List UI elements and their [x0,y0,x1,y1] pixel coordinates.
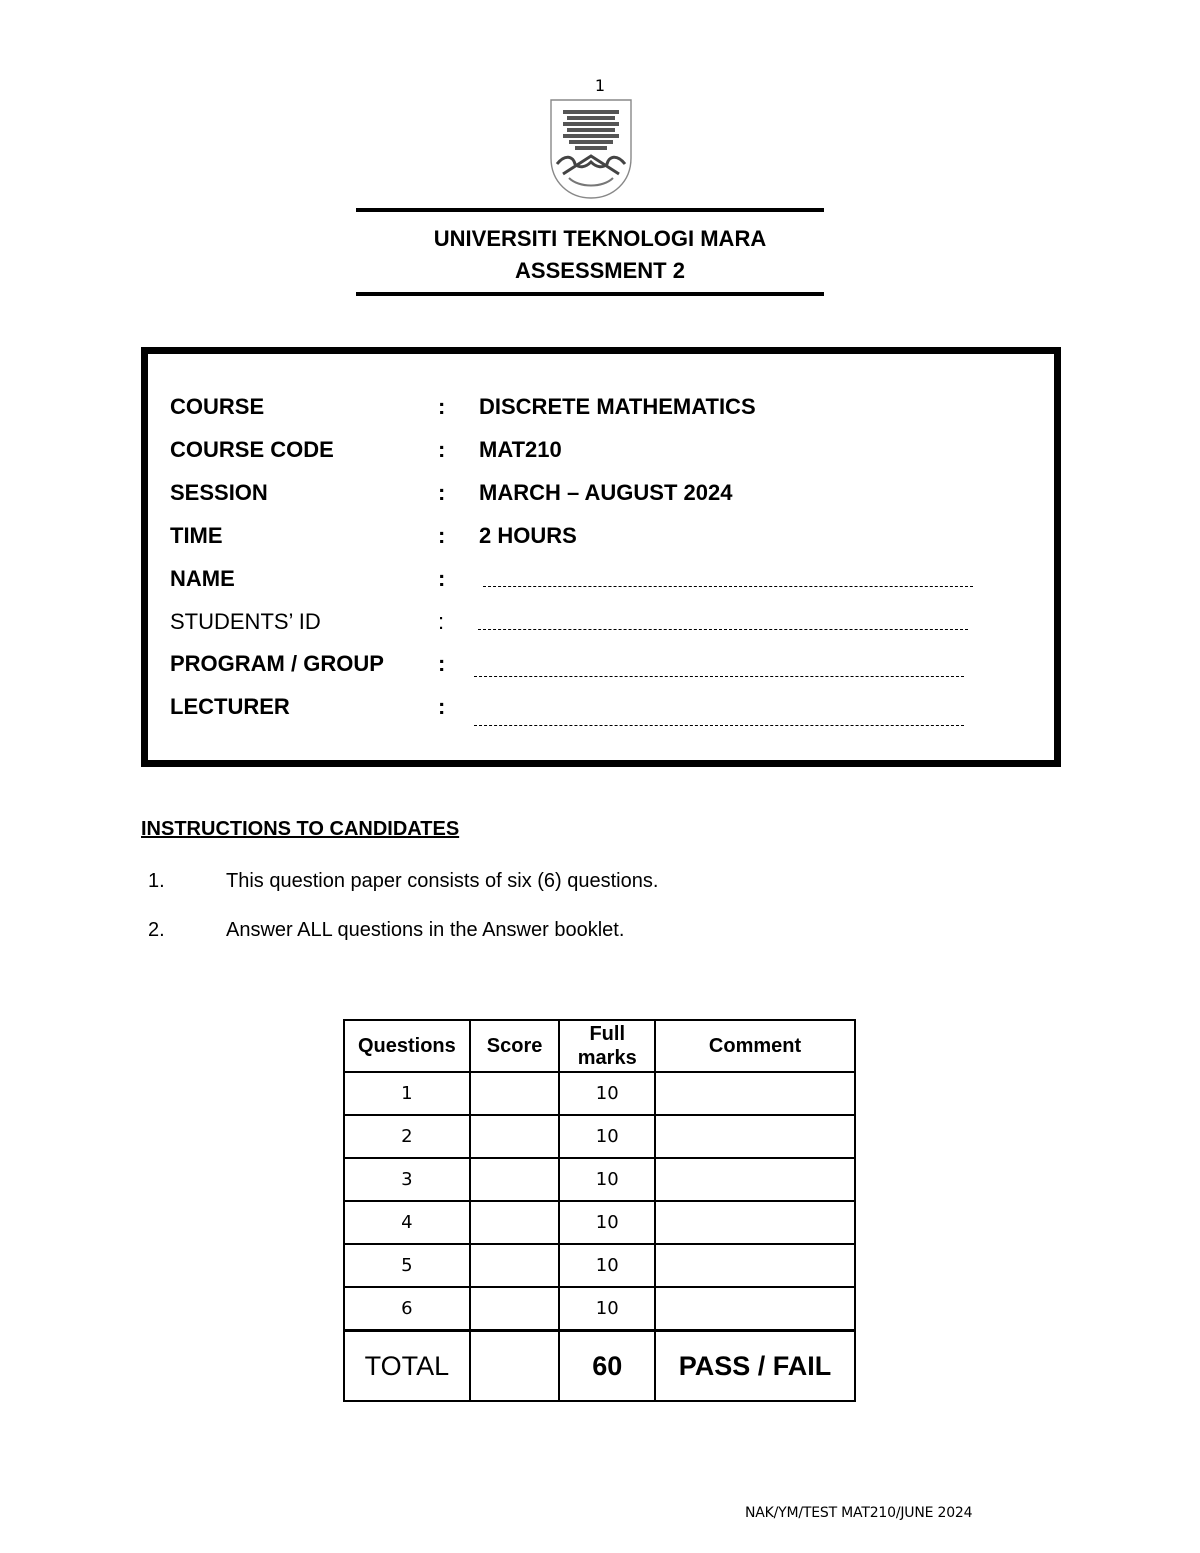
footer-reference: NAK/YM/TEST MAT210/JUNE 2024 [745,1505,973,1521]
info-colon: : [438,609,445,634]
header-comment: Comment [655,1020,855,1072]
info-value: MAT210 [479,437,562,462]
total-row [344,1331,855,1402]
question-number: 3 [344,1158,470,1201]
header-top-rule [356,208,824,212]
header-full-marks: Full marks [559,1020,655,1072]
comment-cell[interactable] [655,1244,855,1287]
comment-cell[interactable] [655,1158,855,1201]
table-row [344,1072,855,1115]
total-label: TOTAL [344,1331,470,1402]
program-group-fill-line[interactable] [474,676,964,677]
table-row [344,1201,855,1244]
instruction-number: 2. [148,919,165,941]
info-colon: : [438,566,446,591]
question-number: 4 [344,1201,470,1244]
name-fill-line[interactable] [483,586,973,587]
table-row [344,1244,855,1287]
score-cell[interactable] [470,1201,560,1244]
info-label: LECTURER [170,694,290,719]
info-colon: : [438,394,446,419]
question-number: 5 [344,1244,470,1287]
header-score: Score [470,1020,560,1072]
full-marks-cell: 10 [559,1115,655,1158]
info-label: PROGRAM / GROUP [170,651,384,676]
student-id-fill-line[interactable] [478,629,968,630]
full-marks-cell: 10 [559,1244,655,1287]
table-row [344,1158,855,1201]
info-value: 2 HOURS [479,523,577,548]
uitm-crest-icon [549,98,633,200]
info-label: NAME [170,566,235,591]
full-marks-cell: 10 [559,1287,655,1331]
header-questions: Questions [344,1020,470,1072]
table-row [344,1115,855,1158]
info-value: MARCH – AUGUST 2024 [479,480,733,505]
score-cell[interactable] [470,1244,560,1287]
info-label: COURSE CODE [170,437,334,462]
instructions-heading: INSTRUCTIONS TO CANDIDATES [141,818,460,840]
lecturer-fill-line[interactable] [474,725,964,726]
question-number: 2 [344,1115,470,1158]
marks-table [343,1019,856,1402]
info-colon: : [438,651,446,676]
assessment-title: ASSESSMENT 2 [515,258,685,283]
pass-fail-label: PASS / FAIL [655,1331,855,1402]
question-number: 1 [344,1072,470,1115]
comment-cell[interactable] [655,1201,855,1244]
info-label: SESSION [170,480,268,505]
info-colon: : [438,437,446,462]
score-cell[interactable] [470,1072,560,1115]
full-marks-cell: 10 [559,1158,655,1201]
info-value: DISCRETE MATHEMATICS [479,394,756,419]
page-number: 1 [594,76,606,95]
total-score-cell[interactable] [470,1331,560,1402]
total-full-marks: 60 [559,1331,655,1402]
full-marks-cell: 10 [559,1201,655,1244]
table-row [344,1287,855,1331]
marks-table-header-row [344,1020,855,1072]
score-cell[interactable] [470,1115,560,1158]
score-cell[interactable] [470,1158,560,1201]
info-colon: : [438,523,446,548]
info-label: TIME [170,523,223,548]
comment-cell[interactable] [655,1115,855,1158]
university-name: UNIVERSITI TEKNOLOGI MARA [433,226,767,251]
header-bottom-rule [356,292,824,296]
score-cell[interactable] [470,1287,560,1331]
comment-cell[interactable] [655,1287,855,1331]
question-number: 6 [344,1287,470,1331]
instruction-text: Answer ALL questions in the Answer booklet. [226,919,625,941]
info-label: COURSE [170,394,265,419]
comment-cell[interactable] [655,1072,855,1115]
info-colon: : [438,480,446,505]
info-colon: : [438,694,446,719]
instruction-number: 1. [148,870,165,892]
full-marks-cell: 10 [559,1072,655,1115]
info-label: STUDENTS’ ID [170,609,321,634]
instruction-text: This question paper consists of six (6) questions. [226,870,659,892]
